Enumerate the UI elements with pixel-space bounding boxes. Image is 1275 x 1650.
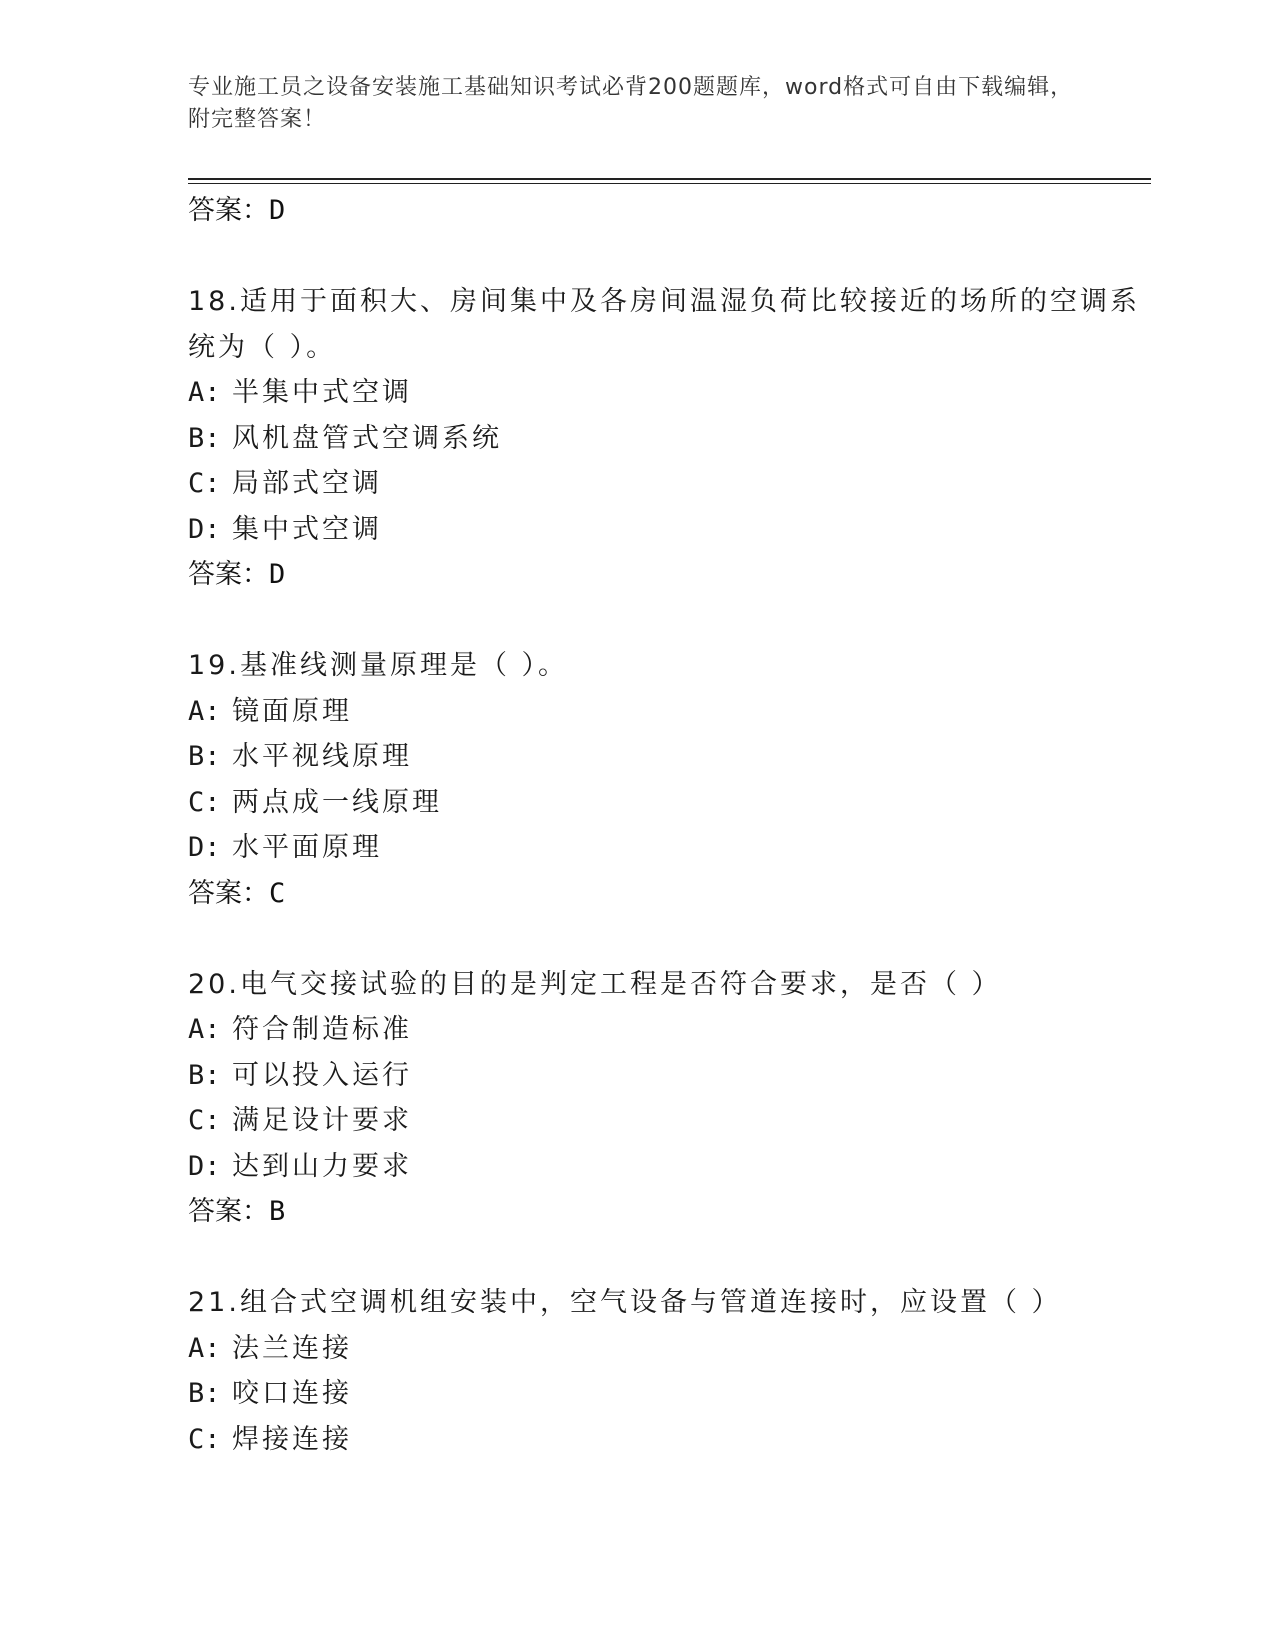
option-text: 水平面原理 <box>232 832 382 863</box>
option-c <box>188 1417 1148 1463</box>
answer-label: 答案： <box>188 195 269 226</box>
option-c <box>188 1098 1148 1144</box>
option-text: 焊接连接 <box>232 1423 352 1455</box>
option-letter: D: <box>188 513 221 545</box>
option-a <box>188 1326 1148 1372</box>
document-header: 专业施工员之设备安装施工基础知识考试必背200题题库，word格式可自由下载编辑，附完整答案！ <box>188 75 1074 132</box>
option-letter: C: <box>188 1423 221 1455</box>
question-stem: 21.组合式空调机组安装中，空气设备与管道连接时，应设置（ ） <box>188 1287 1062 1318</box>
option-text: 风机盘管式空调系统 <box>232 422 502 454</box>
answer-label: 答案： <box>188 877 269 909</box>
option-text: 满足设计要求 <box>232 1105 412 1136</box>
question-stem: 20.电气交接试验的目的是判定工程是否符合要求，是否（ ） <box>188 968 1002 1000</box>
answer-line <box>188 871 1148 917</box>
option-letter: C: <box>188 786 221 818</box>
option-letter: A: <box>188 1332 221 1364</box>
option-b <box>188 734 1148 780</box>
option-text: 符合制造标准 <box>232 1014 412 1045</box>
answer-value: D <box>269 195 286 226</box>
option-text: 达到山力要求 <box>232 1150 412 1182</box>
option-a <box>188 370 1148 416</box>
option-b <box>188 416 1148 462</box>
answer-value: D <box>269 559 286 590</box>
question-list <box>188 188 1148 1462</box>
answer-label: 答案： <box>188 1196 269 1227</box>
option-letter: A: <box>188 695 221 727</box>
option-d <box>188 825 1148 871</box>
header-divider-thin <box>188 183 1151 184</box>
option-c <box>188 461 1148 507</box>
option-letter: B: <box>188 1378 221 1409</box>
option-text: 半集中式空调 <box>232 377 412 408</box>
option-letter: B: <box>188 1059 221 1091</box>
option-text: 两点成一线原理 <box>232 786 442 818</box>
answer-value: B <box>269 1196 286 1227</box>
option-d <box>188 507 1148 553</box>
question-stem: 19.基准线测量原理是（ ）。 <box>188 650 569 681</box>
option-letter: A: <box>188 377 221 408</box>
option-letter: B: <box>188 741 221 772</box>
option-text: 咬口连接 <box>232 1378 352 1409</box>
option-text: 可以投入运行 <box>232 1059 412 1091</box>
option-text: 局部式空调 <box>232 468 382 499</box>
option-text: 法兰连接 <box>232 1332 352 1364</box>
option-a <box>188 689 1148 735</box>
option-letter: C: <box>188 1105 221 1136</box>
option-text: 集中式空调 <box>232 513 382 545</box>
option-b <box>188 1371 1148 1417</box>
answer-value: C <box>269 877 286 909</box>
answer-line <box>188 188 1148 234</box>
option-letter: D: <box>188 832 221 863</box>
answer-label: 答案： <box>188 559 269 590</box>
option-d <box>188 1144 1148 1190</box>
option-a <box>188 1007 1148 1053</box>
option-c <box>188 780 1148 826</box>
question-stem: 18.适用于面积大、房间集中及各房间温湿负荷比较接近的场所的空调系统为（ ）。 <box>188 286 1140 363</box>
option-letter: B: <box>188 422 221 454</box>
option-letter: C: <box>188 468 221 499</box>
option-b <box>188 1053 1148 1099</box>
answer-line <box>188 1189 1148 1235</box>
option-letter: A: <box>188 1014 221 1045</box>
header-divider <box>188 178 1151 180</box>
answer-line <box>188 552 1148 598</box>
option-letter: D: <box>188 1150 221 1182</box>
option-text: 水平视线原理 <box>232 741 412 772</box>
option-text: 镜面原理 <box>232 695 352 727</box>
